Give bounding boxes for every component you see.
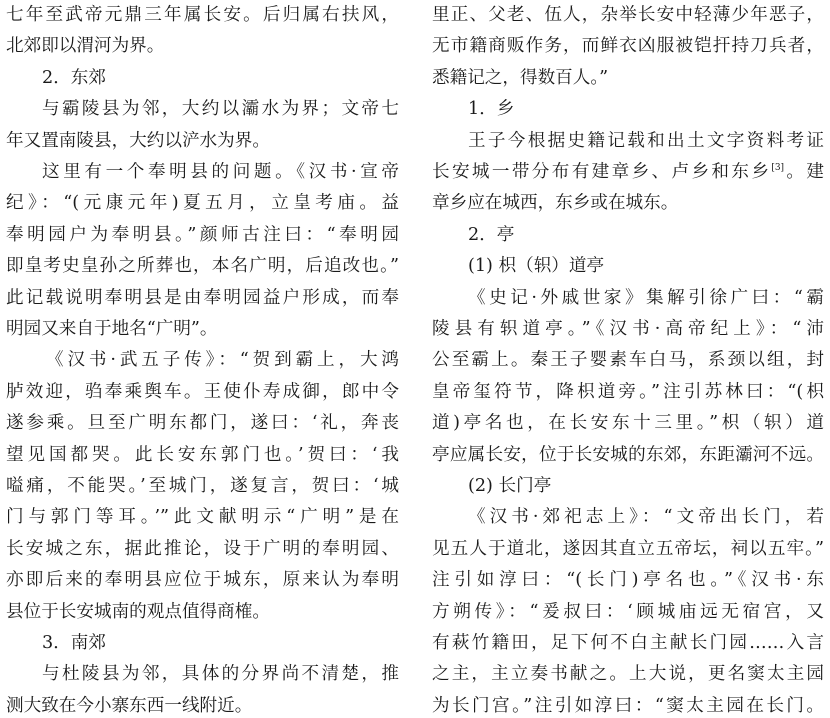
line-text: 明园又来自于地名“广明”。 — [6, 319, 218, 339]
line-text: 公至霸上。秦王子婴素车白马，系颈以组，封 — [432, 350, 824, 371]
text-line — [6, 662, 399, 686]
text-line — [432, 97, 824, 121]
text-line — [432, 254, 824, 278]
text-line — [6, 254, 399, 278]
text-line — [432, 286, 824, 310]
text-line — [432, 317, 824, 341]
text-line — [6, 286, 399, 310]
line-text: 奉明园户为奉明县。”颜师古注曰：“奉明园 — [6, 224, 399, 245]
text-line — [6, 411, 399, 435]
text-line — [6, 223, 399, 247]
line-text: 无市籍商贩作务，而鲜衣凶服被铠扞持刀兵者， — [432, 36, 824, 57]
line-text: 北郊即以渭河为界。 — [6, 36, 165, 57]
line-text: 有萩竹籍田，足下何不白主献长门园……入言 — [432, 633, 824, 653]
line-text: 七年至武帝元鼎三年属长安。后归属右扶风， — [6, 5, 399, 25]
text-line — [432, 600, 824, 624]
line-text: 2．亭 — [468, 224, 515, 245]
text-line — [432, 443, 824, 467]
line-text: 见五人于道北，遂因其直立五帝坛，祠以五牢。” — [432, 538, 824, 559]
text-line — [432, 34, 824, 58]
text-line — [432, 223, 824, 247]
text-line — [6, 34, 399, 58]
text-line — [432, 411, 824, 435]
text-line — [6, 443, 399, 467]
text-line — [432, 505, 824, 529]
text-line — [6, 129, 399, 153]
line-text: 3．南郊 — [42, 633, 106, 653]
line-text: 章乡应在城西，东乡或在城东。 — [432, 193, 679, 214]
line-text: 县位于长安城南的观点值得商榷。 — [6, 601, 270, 622]
line-text: 年又置南陵县，大约以浐水为界。 — [6, 130, 270, 151]
text-line — [432, 160, 824, 184]
text-line — [432, 380, 824, 404]
line-text: 《汉书·郊祀志上》：“文帝出长门，若 — [468, 507, 824, 528]
line-text: 望见国都哭。此长安东郭门也。’贺曰：‘我 — [6, 444, 399, 465]
footnote-reference[interactable]: [3] — [771, 163, 785, 174]
line-text-continued: 。建 — [784, 162, 824, 182]
line-text: 亭应属长安，位于长安城的东郊，东距灞河不远。 — [432, 444, 824, 465]
text-line — [6, 505, 399, 529]
text-line — [432, 568, 824, 592]
line-text: 此记载说明奉明县是由奉明园益户形成，而奉 — [6, 287, 399, 308]
text-line — [432, 129, 824, 153]
text-line — [432, 631, 824, 655]
line-text: 《汉书·武五子传》：“贺到霸上，大鸿 — [46, 350, 399, 371]
line-text: 与杜陵县为邻，具体的分界尚不清楚，推 — [42, 664, 399, 685]
line-text: 王子今根据史籍记载和出土文字资料考证 — [468, 130, 824, 151]
text-line — [432, 3, 824, 27]
line-text: 纪》：“(元康元年)夏五月，立皇考庙。益 — [6, 193, 399, 214]
text-line — [6, 568, 399, 592]
line-text: 长安城一带分布有建章乡、卢乡和东乡 — [432, 162, 772, 182]
text-line — [6, 3, 399, 27]
line-text: 《史记·外戚世家》集解引徐广曰：“霸 — [468, 287, 824, 308]
line-text: 悉籍记之，得数百人。” — [432, 67, 609, 88]
text-line — [6, 474, 399, 498]
line-text: 注引如淳曰：“(长门)亭名也。”《汉书·东 — [432, 570, 824, 591]
line-text: (2) 长门亭 — [468, 476, 552, 496]
text-line — [6, 600, 399, 624]
text-line — [432, 66, 824, 90]
line-text: 嗌痛，不能哭。’至城门，遂复言，贺曰：‘城 — [6, 476, 399, 496]
line-text: 长安城之东，据此推论，设于广明的奉明园、 — [6, 538, 399, 559]
line-text: 皇帝玺符节，降枳道旁。”注引苏林曰：“(枳 — [432, 381, 824, 402]
line-text: 亦即后来的奉明县应位于城东，原来认为奉明 — [6, 570, 399, 591]
line-text: 2．东郊 — [42, 67, 106, 88]
text-line — [6, 537, 399, 561]
text-line — [432, 348, 824, 372]
line-text: 道)亭名也，在长安东十三里。”枳（轵）道 — [432, 413, 824, 434]
line-text: 方朔传》：“爰叔曰：‘顾城庙远无宿宫，又 — [432, 601, 824, 622]
text-line — [6, 160, 399, 184]
line-text: (1) 枳（轵）道亭 — [468, 256, 605, 277]
line-text: 为长门宫。”注引如淳曰：“窦太主园在长门。 — [432, 695, 824, 716]
text-line — [432, 474, 824, 498]
text-line — [432, 662, 824, 686]
line-text: 即皇考史皇孙之所葬也，本名广明，后追改也。” — [6, 256, 399, 277]
line-text: 与霸陵县为邻，大约以灞水为界；文帝七 — [42, 99, 399, 120]
line-text: 门与郭门等耳。’”此文献明示“广明”是在 — [6, 507, 399, 528]
line-text: 测大致在今小寨东西一线附近。 — [6, 695, 253, 716]
text-line — [6, 317, 399, 341]
text-line — [432, 191, 824, 215]
line-text: 这里有一个奉明县的问题。《汉书·宣帝 — [42, 162, 399, 182]
text-line — [432, 537, 824, 561]
text-line — [6, 348, 399, 372]
text-line — [6, 191, 399, 215]
line-text: 胪效迎，驺奉乘舆车。王使仆寿成御，郎中令 — [6, 381, 399, 402]
text-line — [6, 380, 399, 404]
line-text: 之主，主立奏书献之。上大说，更名窦太主园 — [432, 664, 824, 685]
line-text: 陵县有轵道亭。”《汉书·高帝纪上》：“沛 — [432, 319, 824, 339]
text-line — [6, 66, 399, 90]
text-line — [6, 631, 399, 655]
line-text: 遂参乘。旦至广明东都门，遂曰：‘礼，奔丧 — [6, 413, 399, 434]
line-text: 1．乡 — [468, 99, 515, 120]
text-line — [6, 97, 399, 121]
line-text: 里正、父老、伍人，杂举长安中轻薄少年恶子， — [432, 5, 824, 25]
